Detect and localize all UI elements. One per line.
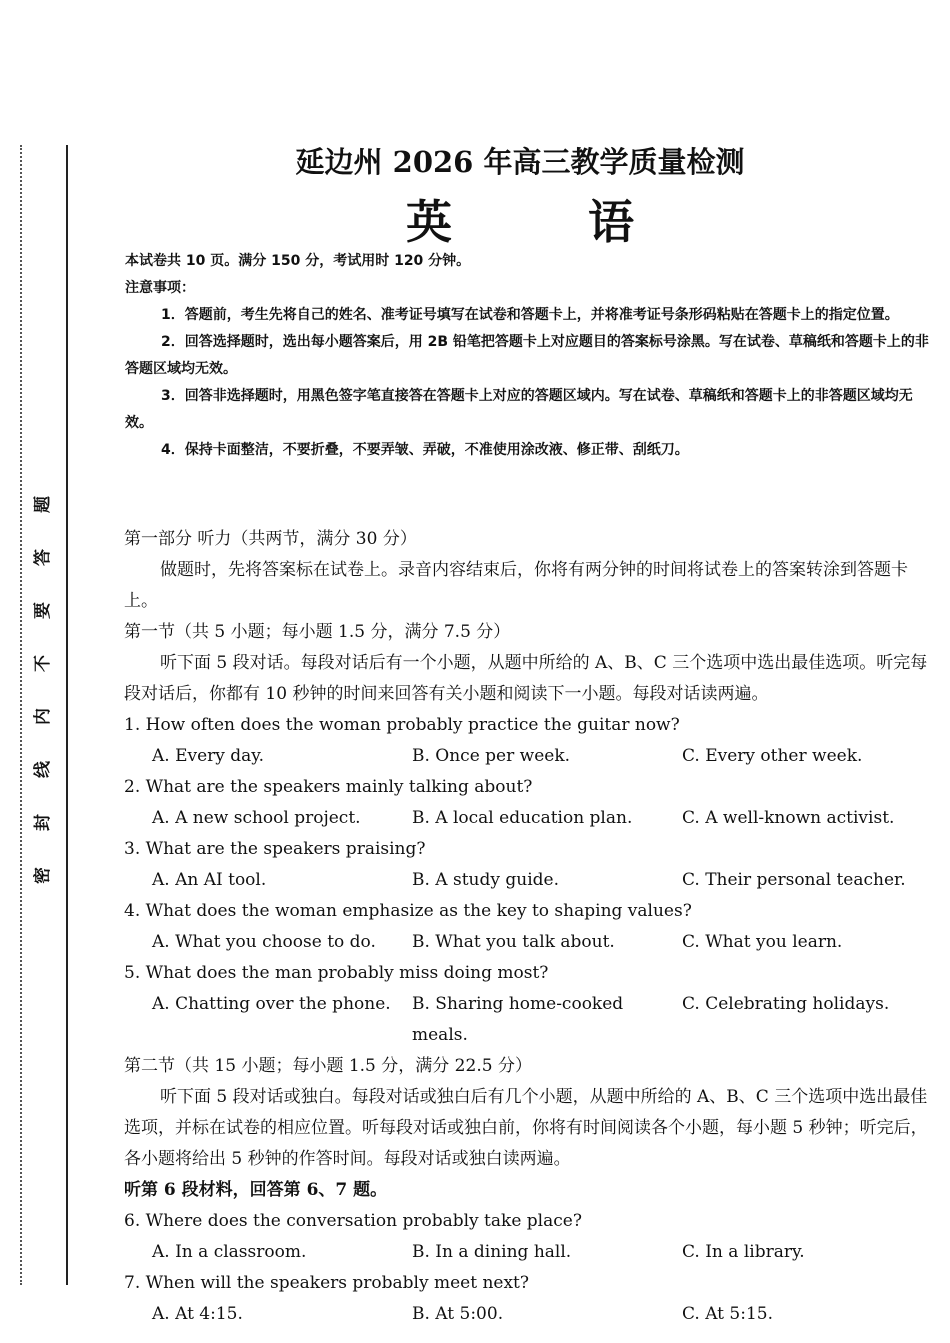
seal-dotted-line [20,145,22,1285]
notes-intro: 本试卷共 10 页。满分 150 分，考试用时 120 分钟。 [125,253,471,269]
question-stem: 3. What are the speakers praising? [124,839,426,859]
seal-char: 封 [32,814,53,831]
exam-title: 延边州 2026 年高三教学质量检测 [295,145,745,179]
notes-item: 1．答题前，考生先将自己的姓名、准考证号填写在试卷和答题卡上，并将准考证号条形码粘贴在答题卡上的指定位置。 [161,307,899,323]
option-a: A. At 4:15. [152,1304,243,1324]
option-b: B. Once per week. [412,746,571,766]
options-row [124,865,934,896]
question-stem: 4. What does the woman emphasize as the key to shaping values? [124,901,692,921]
option-c: C. Every other week. [682,746,863,766]
option-b: B. In a dining hall. [412,1242,572,1262]
option-c: C. In a library. [682,1242,805,1262]
option-b: B. Sharing home-cooked meals. [412,994,624,1045]
option-c: C. At 5:15. [682,1304,774,1324]
option-b: B. A study guide. [412,870,559,890]
option-a: A. In a classroom. [152,1242,307,1262]
seal-char: 不 [32,655,53,672]
option-a: A. What you choose to do. [152,932,376,952]
part1-instruction: 做题时，先将答案标在试卷上。录音内容结束后，你将有两分钟的时间将试卷上的答案转涂到答题卡上。 [124,560,908,611]
notes-section [125,248,933,464]
question-stem: 1. How often does the woman probably practice the guitar now? [124,715,680,735]
section2-heading: 第二节（共 15 小题；每小题 1.5 分，满分 22.5 分） [124,1056,532,1076]
question-stem: 7. When will the speakers probably meet next? [124,1273,529,1293]
option-b: B. What you talk about. [412,932,615,952]
exam-subject: 英 语 [405,195,694,249]
notes-item: 2．回答选择题时，选出每小题答案后，用 2B 铅笔把答题卡上对应题目的答案标号涂黑。写在试卷、草稿纸和答题卡上的非答题区域均无效。 [125,334,929,377]
part1-heading: 第一部分 听力（共两节，满分 30 分） [124,529,417,549]
seal-line-text [30,496,56,884]
option-a: A. Chatting over the phone. [152,994,391,1014]
section1-instruction: 听下面 5 段对话。每段对话后有一个小题，从题中所给的 A、B、C 三个选项中选出最佳选项。听完每段对话后，你都有 10 秒钟的时间来回答有关小题和阅读下一小题。每段对话读两遍。 [124,653,928,704]
options-row [124,803,934,834]
options-row [124,989,934,1051]
option-a: A. An AI tool. [152,870,267,890]
seal-char: 答 [32,549,53,566]
margin-rule [66,145,68,1285]
question-stem: 2. What are the speakers mainly talking about? [124,777,533,797]
option-a: A. A new school project. [152,808,361,828]
option-c: C. Celebrating holidays. [682,994,890,1014]
option-c: C. A well-known activist. [682,808,895,828]
seal-char: 内 [32,708,53,725]
notes-item: 3．回答非选择题时，用黑色签字笔直接答在答题卡上对应的答题区域内。写在试卷、草稿纸和答题卡上的非答题区域均无效。 [125,388,913,431]
section2-instruction: 听下面 5 段对话或独白。每段对话或独白后有几个小题，从题中所给的 A、B、C 三个选项中选出最佳选项，并标在试卷的相应位置。听每段对话或独白前，你将有时间阅读各个小题，每小题 5 秒钟；听完后，各小题将给出 5 秒钟的作答时间。每段对话或独白读两遍。 [124,1087,928,1169]
material-heading: 听第 6 段材料，回答第 6、7 题。 [124,1180,388,1200]
seal-char: 密 [32,867,53,884]
question-stem: 6. Where does the conversation probably take place? [124,1211,582,1231]
options-row [124,1299,934,1330]
part1-listening [124,524,934,1330]
notes-item: 4．保持卡面整洁，不要折叠，不要弄皱、弄破，不准使用涂改液、修正带、刮纸刀。 [161,442,689,458]
option-c: C. What you learn. [682,932,843,952]
option-b: B. At 5:00. [412,1304,504,1324]
seal-char: 线 [32,761,53,778]
option-b: B. A local education plan. [412,808,633,828]
options-row [124,741,934,772]
notes-heading: 注意事项： [125,280,195,296]
option-c: C. Their personal teacher. [682,870,906,890]
seal-char: 题 [32,496,53,513]
section1-heading: 第一节（共 5 小题；每小题 1.5 分，满分 7.5 分） [124,622,511,642]
seal-char: 要 [32,602,53,619]
options-row [124,927,934,958]
question-stem: 5. What does the man probably miss doing most? [124,963,549,983]
options-row [124,1237,934,1268]
option-a: A. Every day. [152,746,265,766]
